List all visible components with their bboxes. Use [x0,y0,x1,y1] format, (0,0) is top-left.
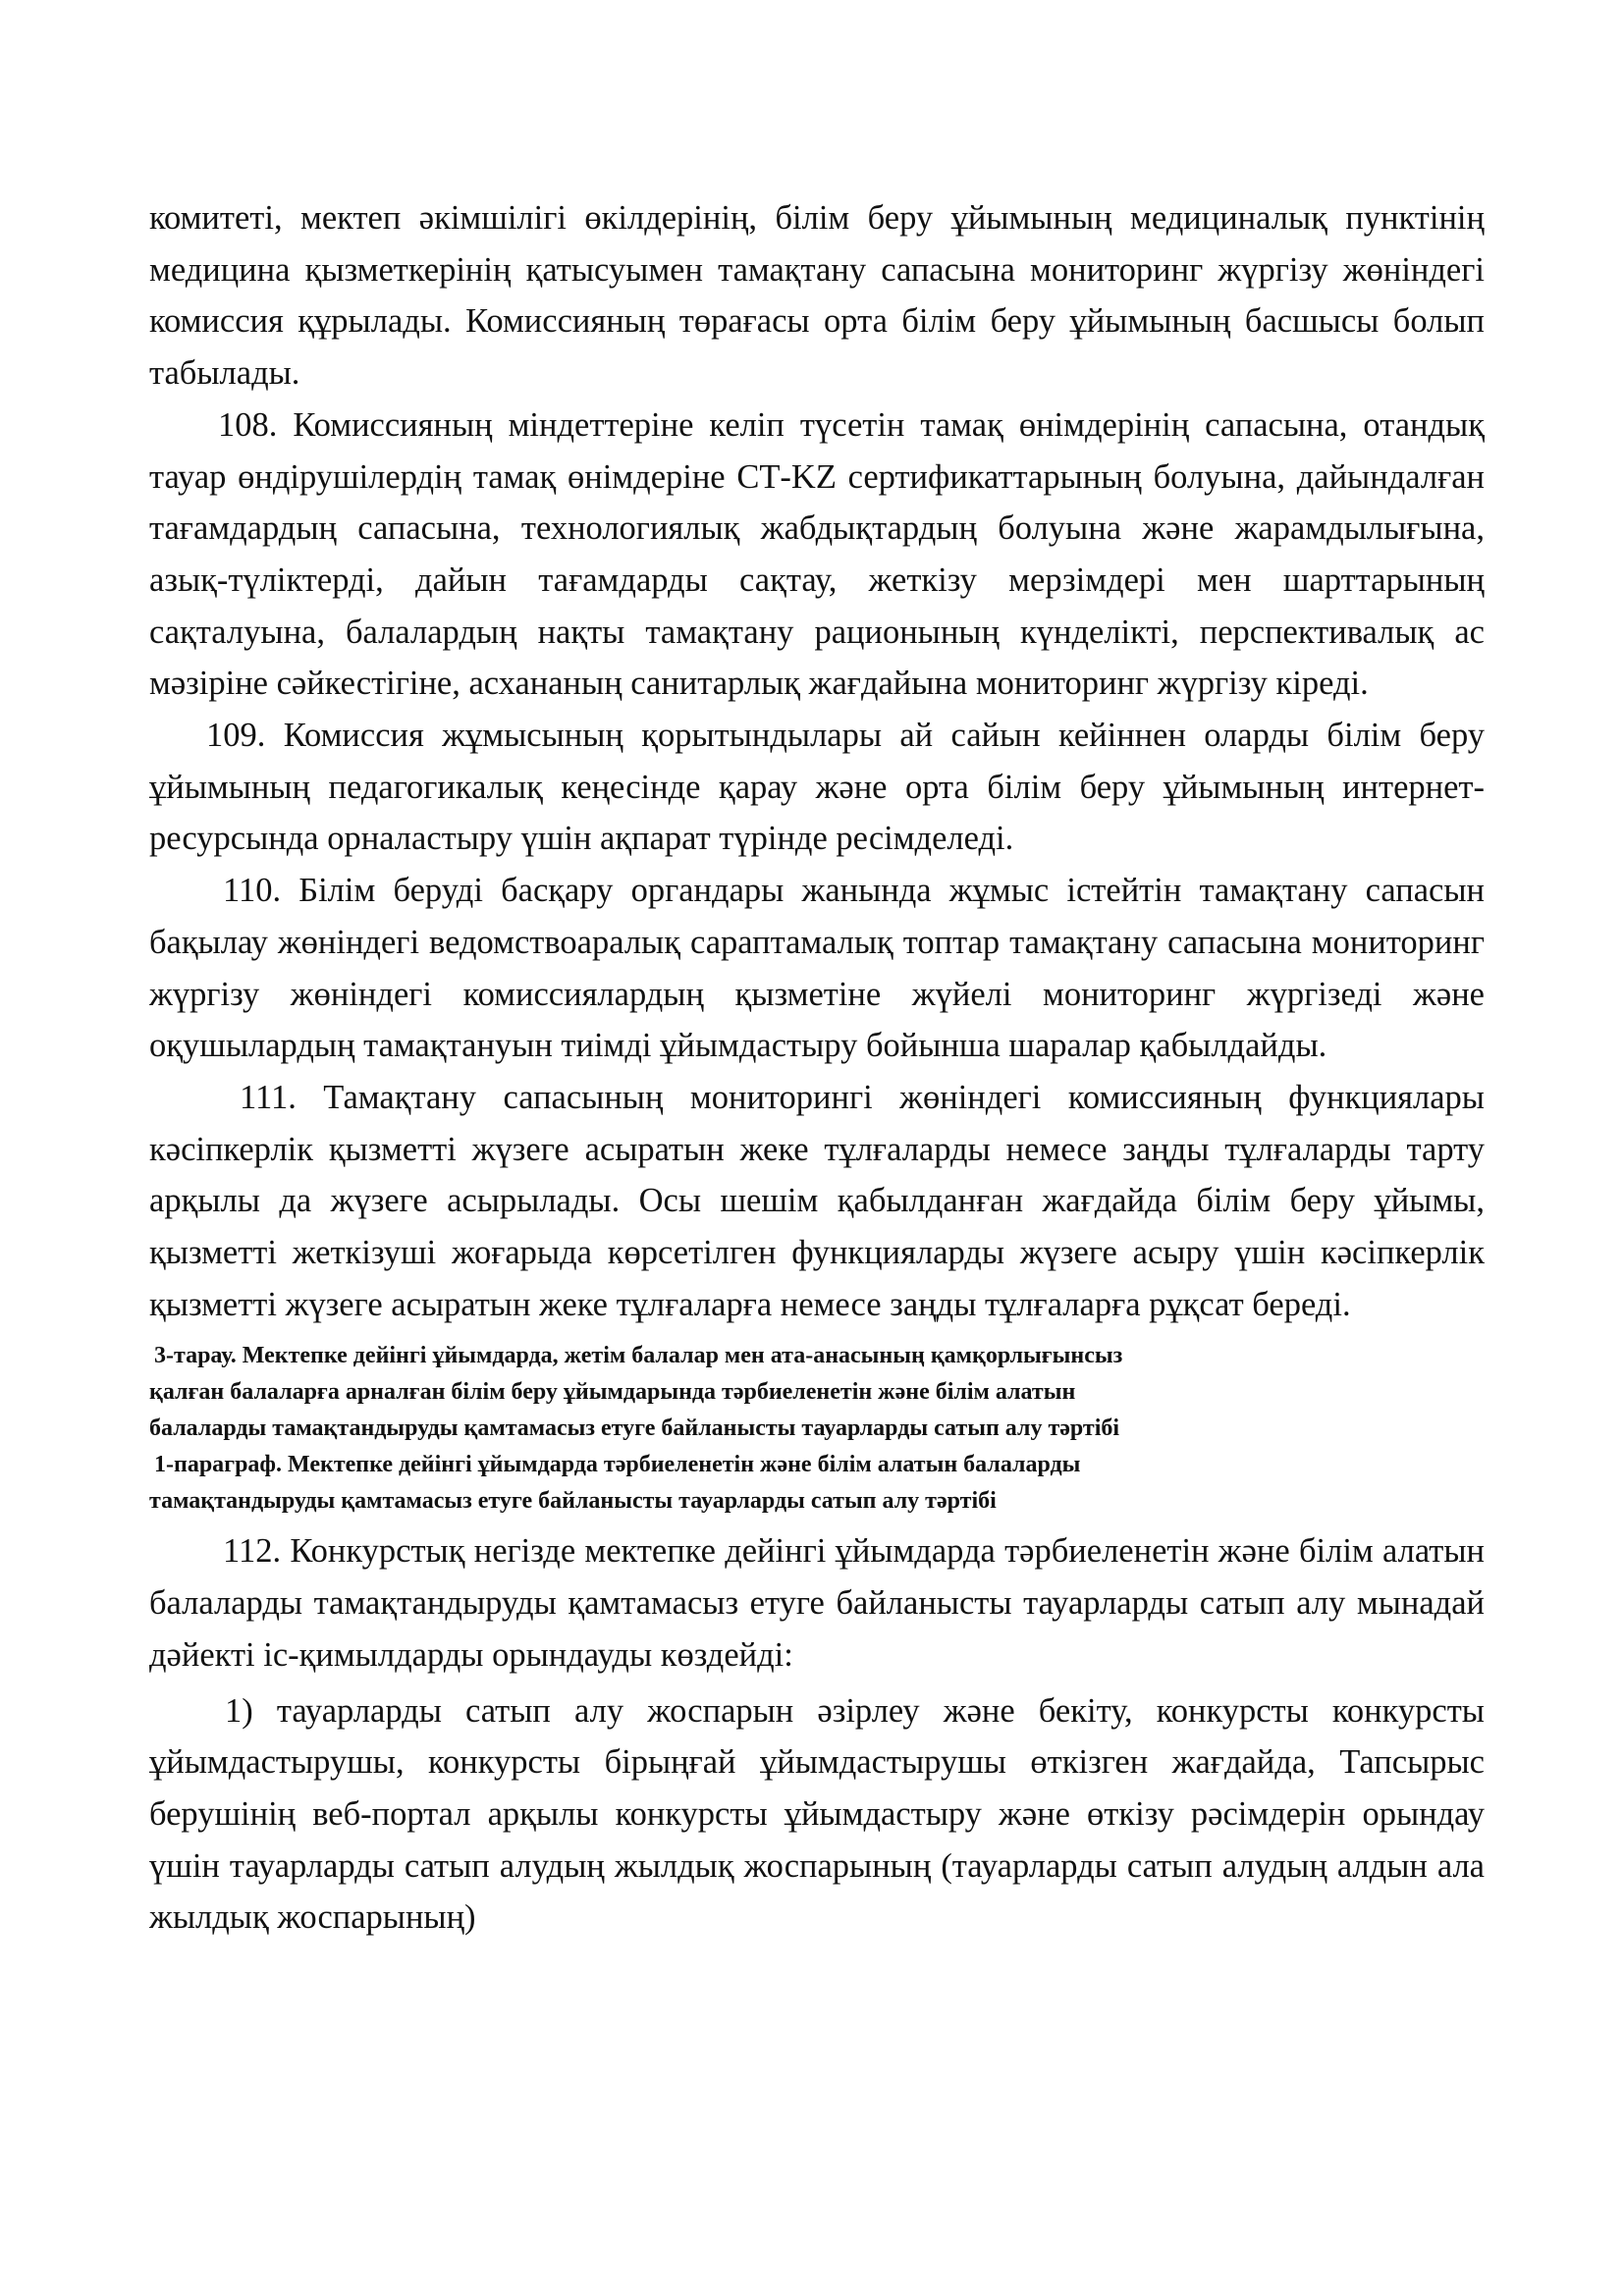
paragraph-108: 108. Комиссияның міндеттеріне келіп түсетін тамақ өнімдерінің сапасына, отандық тауар өндірушілердің тамақ өнімдеріне СТ-KZ сертификаттарының болуына, дайындалған тағамдардың сапасына, технологиялық жабдықтардың болуына және жарамдылығына, азық-түліктерді, дайын тағамдарды сақтау, жеткізу мерзімдері мен шарттарының сақталуына, балалардың нақты тамақтану рационының күнделікті, перспективалық ас мәзіріне сәйкестігіне, асхананың санитарлық жағдайына мониторинг жүргізу кіреді. [149,405,1485,703]
paragraph-109: 109. Комиссия жұмысының қорытындылары ай сайын кейіннен оларды білім беру ұйымының педагогикалық кеңесінде қарау және орта білім беру ұйымының интернет-ресурсында орналастыру үшін ақпарат түрінде ресімделеді. [149,717,1485,858]
section-heading-line: балаларды тамақтандыруды қамтамасыз етуге байланысты тауарларды сатып алу тәртібі [149,1415,1120,1442]
paragraph-112: 112. Конкурстық негізде мектепке дейінгі ұйымдарда тәрбиеленетін және білім алатын балаларды тамақтандыруды қамтамасыз етуге байланысты тауарларды сатып алу мынадай дәйекті іс-қимылдарды орындауды көздейді: [149,1532,1485,1674]
document-page [149,192,1485,1944]
paragraph-112-item-1: 1) тауарларды сатып алу жоспарын әзірлеу және бекіту, конкурсты конкурсты ұйымдастырушы, конкурсты бірыңғай ұйымдастырушы өткізген жағдайда, Тапсырыс берушінің веб-портал арқылы конкурсты ұйымдастыру және өткізу рәсімдерін орындау үшін тауарларды сатып алудың жылдық жоспарының (тауарларды сатып алудың алдын ала жылдық жоспарының) [149,1691,1485,1937]
paragraph-intro: комитеті, мектеп әкімшілігі өкілдерінің, білім беру ұйымының медициналық пунктінің медицина қызметкерінің қатысуымен тамақтану сапасына мониторинг жүргізу жөніндегі комиссия құрылады. Комиссияның төрағасы орта білім беру ұйымының басшысы болып табылады. [149,199,1485,393]
paragraph-110: 110. Білім беруді басқару органдары жанында жұмыс істейтін тамақтану сапасын бақылау жөніндегі ведомствоаралық сараптамалық топтар тамақтану сапасына мониторинг жүргізу жөніндегі комиссиялардың қызметіне жүйелі мониторинг жүргізеді және оқушылардың тамақтануын тиімді ұйымдастыру бойынша шаралар қабылдайды. [149,872,1485,1065]
paragraph-heading-line: 1-параграф. Мектепке дейінгі ұйымдарда тәрбиеленетін және білім алатын балаларды [154,1452,1081,1478]
paragraph-111: 111. Тамақтану сапасының мониторингі жөніндегі комиссияның функциялары кәсіпкерлік қызметті жүзеге асыратын жеке тұлғаларды немесе заңды тұлғаларды тарту арқылы да жүзеге асырылады. Осы шешім қабылданған жағдайда білім беру ұйымы, қызметті жеткізуші жоғарыда көрсетілген функцияларды жүзеге асыру үшін кәсіпкерлік қызметті жүзеге асыратын жеке тұлғаларға немесе заңды тұлғаларға рұқсат береді. [149,1078,1485,1323]
paragraph-heading-1 [149,1447,1485,1520]
section-heading-line: қалған балаларға арналған білім беру ұйымдарында тәрбиеленетін және білім алатын [149,1379,1076,1406]
section-heading-chapter-3 [149,1338,1485,1447]
section-heading-line: 3-тарау. Мектепке дейінгі ұйымдарда, жетім балалар мен ата-анасының қамқорлығынсыз [154,1343,1123,1369]
paragraph-heading-line: тамақтандыруды қамтамасыз етуге байланысты тауарларды сатып алу тәртібі [149,1488,997,1515]
